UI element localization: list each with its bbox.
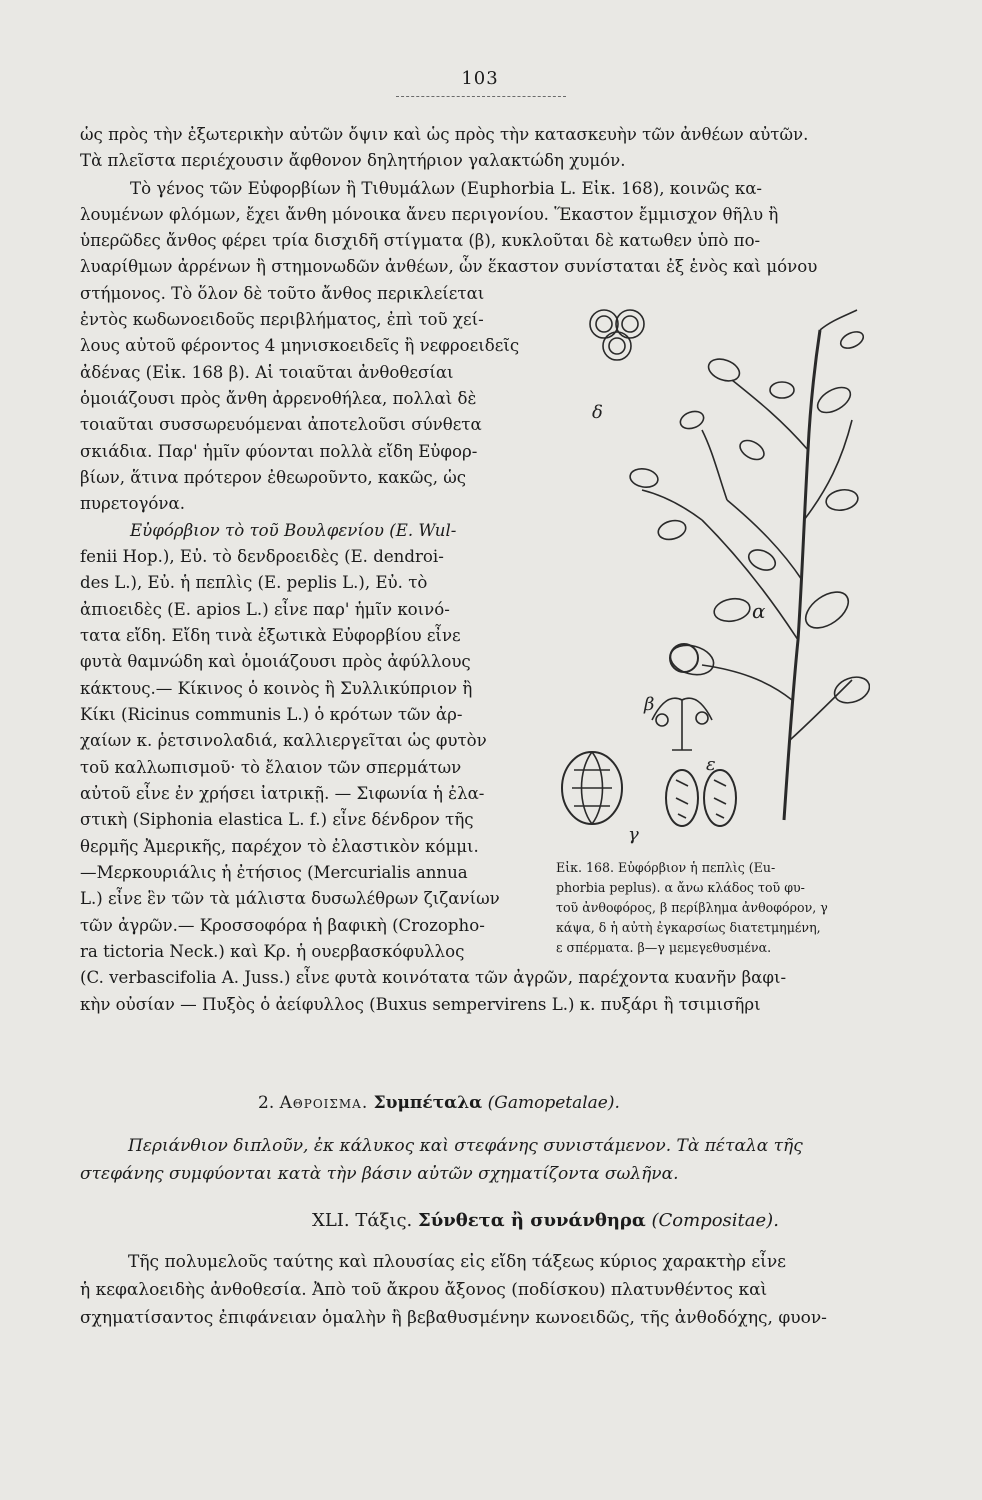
text-line: φυτὰ θαμνώδη καὶ ὁμοιάζουσι πρὸς ἀφύλλους (80, 652, 471, 671)
capsule-section-illustration (590, 310, 644, 360)
figure-label-alpha: α (752, 599, 766, 623)
caption-line: Εἰκ. 168. Εὐφόρβιον ἡ πεπλὶς (Eu- (556, 860, 776, 875)
figure-caption (556, 858, 876, 958)
text-line: Τῆς πολυμελοῦς ταύτης καὶ πλουσίας εἰς εἴδη τάξεως κύριος χαρακτὴρ εἶνε (128, 1252, 786, 1272)
header-rule (396, 96, 566, 97)
order-number: XLI. (312, 1210, 350, 1231)
text-line: σκιάδια. Παρ' ἡμῖν φύονται πολλὰ εἴδη Εὐφορ- (80, 442, 478, 461)
text-line: des L.), Εὐ. ἡ πεπλὶς (E. peplis L.), Εὐ. τὸ (80, 573, 428, 592)
euphorbia-figure (552, 300, 870, 860)
text-line: fenii Hop.), Εὐ. τὸ δενδροειδὲς (E. dendroi- (80, 547, 444, 566)
text-line: τοῦ καλλωπισμοῦ· τὸ ἔλαιον τῶν σπερμάτων (80, 758, 462, 777)
section-latin: (Gamopetalae). (487, 1093, 620, 1113)
text-line: τῶν ἀγρῶν.— Κροσσοφόρα ἡ βαφικὴ (Crozopho- (80, 916, 485, 935)
section-number: 2. (258, 1093, 275, 1113)
text-line: ἀπιοειδὲς (E. apios L.) εἶνε παρ' ἡμῖν κοινό- (80, 600, 450, 619)
section-heading (258, 1093, 620, 1113)
order-title: Σύνθετα ἢ συνάνθηρα (418, 1210, 646, 1231)
text-line: ὡς πρὸς τὴν ἐξωτερικὴν αὐτῶν ὄψιν καὶ ὡς πρὸς τὴν κατασκευὴν τῶν ἀνθέων αὐτῶν. (80, 125, 809, 144)
text-line: χαίων κ. ῥετσινολαδιά, καλλιεργεῖται ὡς φυτὸν (80, 731, 487, 750)
section-desc-line: Περιάνθιον διπλοῦν, ἐκ κάλυκος καὶ στεφάνης συνιστάμενον. Τὰ πέταλα τῆς (128, 1136, 803, 1156)
text-line: τατα εἴδη. Εἴδη τινὰ ἐξωτικὰ Εὐφορβίου εἶνε (80, 626, 461, 645)
caption-line: phorbia peplus). α ἄνω κλάδος τοῦ φυ- (556, 880, 805, 895)
figure-label-gamma: γ (628, 824, 639, 845)
text-line: σχηματίσαντος ἐπιφάνειαν ὁμαλὴν ἢ βεβαθυσμένην κωνοειδῶς, τῆς ἀνθοδόχης, φυον- (80, 1308, 827, 1328)
text-line: ἀδένας (Εἰκ. 168 β). Αἱ τοιαῦται ἀνθοθεσίαι (80, 363, 454, 382)
text-line: ὑπερῶδες ἄνθος φέρει τρία δισχιδῆ στίγματα (β), κυκλοῦται δὲ κατωθεν ὑπὸ πο- (80, 231, 761, 250)
caption-line: τοῦ ἀνθοφόρος, β περίβλημα ἀνθοφόρον, γ (556, 900, 828, 915)
text-line: (C. verbascifolia A. Juss.) εἶνε φυτὰ κοινότατα τῶν ἀγρῶν, παρέχοντα κυανῆν βαφι- (80, 968, 787, 987)
text-line: ἐντὸς κωδωνοειδοῦς περιβλήματος, ἐπὶ τοῦ χεί- (80, 310, 484, 329)
caption-line: ε σπέρματα. β—γ μεμεγεθυσμένα. (556, 940, 772, 955)
figure-label-epsilon: ε (706, 754, 716, 775)
figure-label-beta: β (644, 694, 655, 715)
text-line: στήμονος. Τὸ ὅλον δὲ τοῦτο ἄνθος περικλείεται (80, 284, 485, 303)
text-line: λους αὐτοῦ φέροντος 4 μηνισκοειδεῖς ἢ νεφροειδεῖς (80, 336, 520, 355)
order-label: Τάξις. (355, 1210, 413, 1231)
text-line: Τὰ πλεῖστα περιέχουσιν ἄφθονον δηλητήριον γαλακτώδη χυμόν. (80, 151, 626, 170)
text-line: ra tictoria Neck.) καὶ Κρ. ἡ ουερβασκόφυλλος (80, 942, 465, 961)
text-line: ὁμοιάζουσι πρὸς ἄνθη ἀρρενοθήλεα, πολλαὶ δὲ (80, 389, 477, 408)
section-label: Αθροισμα. (279, 1093, 369, 1113)
text-line: λουμένων φλόμων, ἔχει ἄνθη μόνοικα ἄνευ περιγονίου. Ἕκαστον ἔμμισχον θῆλυ ἢ (80, 205, 779, 224)
text-line: θερμῆς Ἀμερικῆς, παρέχον τὸ ἐλαστικὸν κόμμι. (80, 837, 479, 856)
text-line: τοιαῦται συσσωρευόμεναι ἀποτελοῦσι σύνθετα (80, 415, 482, 434)
text-line: στικὴ (Siphonia elastica L. f.) εἶνε δένδρον τῆς (80, 810, 474, 829)
order-latin: (Compositae). (651, 1210, 779, 1231)
text-line: λυαρίθμων ἀρρένων ἢ στημονωδῶν ἀνθέων, ὧν ἕκαστον συνίσταται ἐξ ἑνὸς καὶ μόνου (80, 257, 818, 276)
text-line: αὐτοῦ εἶνε ἐν χρήσει ἰατρικῇ. — Σιφωνία ἡ ἐλα- (80, 784, 485, 803)
text-line: L.) εἶνε ἓν τῶν τὰ μάλιστα δυσωλέθρων ζιζανίων (80, 889, 500, 908)
text-line: κὴν οὐσίαν — Πυξὸς ὁ ἀείφυλλος (Buxus sempervirens L.) κ. πυξάρι ἢ τσιμισῆρι (80, 995, 761, 1014)
order-heading (312, 1210, 779, 1231)
section-title: Συμπέταλα (373, 1093, 483, 1113)
text-line: κάκτους.— Κίκινος ὁ κοινὸς ἢ Συλλικύπριον ἢ (80, 679, 473, 698)
text-line: Τὸ γένος τῶν Εὐφορβίων ἢ Τιθυμάλων (Euphorbia L. Εἰκ. 168), κοινῶς κα- (130, 179, 763, 198)
text-line: Κίκι (Ricinus communis L.) ὁ κρότων τῶν ἀρ- (80, 705, 463, 724)
section-desc-line: στεφάνης συμφύονται κατὰ τὴν βάσιν αὐτῶν σχηματίζοντα σωλῆνα. (80, 1164, 679, 1184)
text-line: βίων, ἅτινα πρότερον ἐθεωροῦντο, κακῶς, ὡς (80, 468, 467, 487)
figure-label-delta: δ (592, 402, 603, 423)
text-line: ἡ κεφαλοειδὴς ἀνθοθεσία. Ἀπὸ τοῦ ἄκρου ἄξονος (ποδίσκου) πλατυνθέντος καὶ (80, 1280, 768, 1300)
text-line: —Μερκουριάλις ἡ ἐτήσιος (Mercurialis annua (80, 863, 468, 882)
text-line: Εὐφόρβιον τὸ τοῦ Βουλφενίου (E. Wul- (130, 521, 457, 540)
text-line: πυρετογόνα. (80, 494, 185, 513)
page-number: 103 (461, 68, 499, 89)
caption-line: κάψα, δ ἡ αὐτὴ ἐγκαρσίως διατετμημένη, (556, 920, 821, 935)
